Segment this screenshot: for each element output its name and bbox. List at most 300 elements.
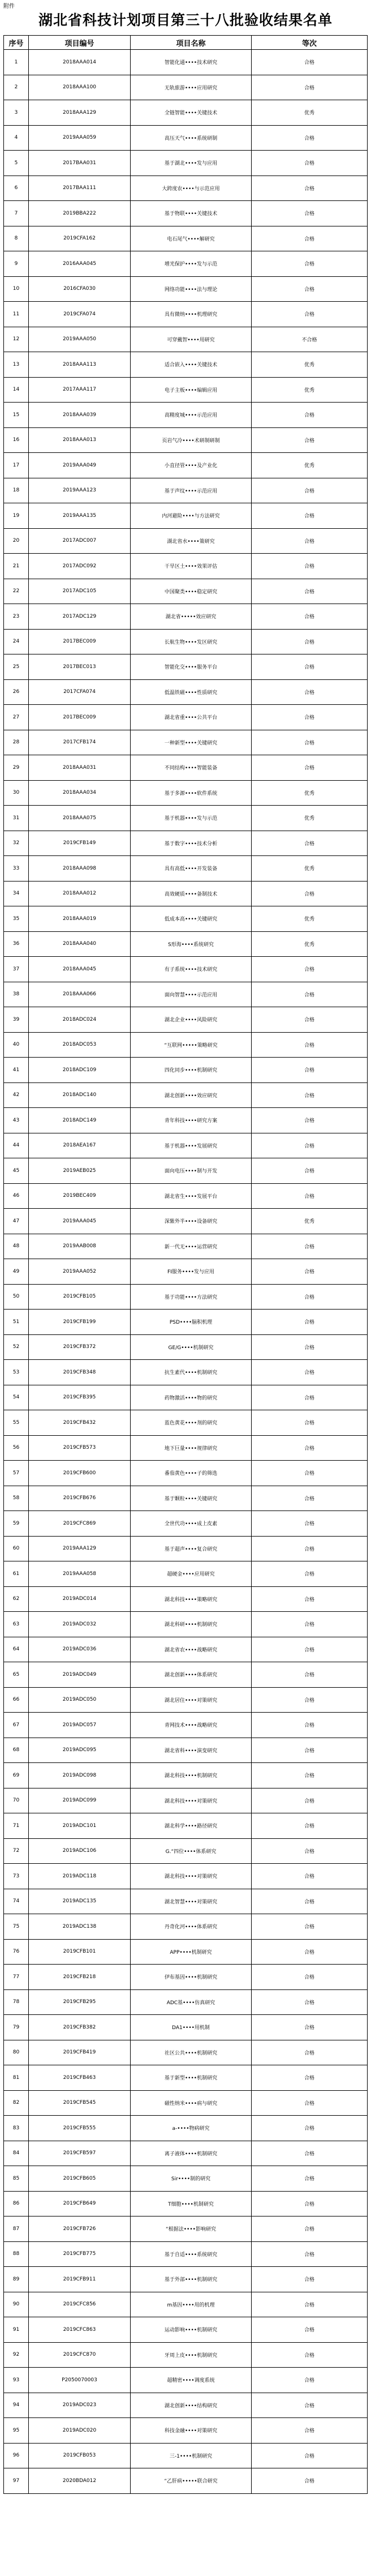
cell-seq: 37 [4,957,29,982]
cell-project-name: 面向电压••••制与开发 [131,1158,252,1184]
table-row [4,654,368,680]
cell-project-id: 2019ADC138 [29,1914,131,1940]
table-row [4,881,368,906]
cell-project-id: 2018AAA066 [29,982,131,1007]
cell-seq: 14 [4,377,29,403]
cell-project-id: 2018AAA014 [29,50,131,75]
cell-seq: 57 [4,1461,29,1486]
cell-project-id: 2018AAA039 [29,403,131,428]
table-row [4,2443,368,2468]
cell-project-name: 番茄黄色••••子的筛选 [131,1461,252,1486]
cell-project-name: 有子系统••••技术研究 [131,957,252,982]
cell-grade: 合格 [252,1158,368,1184]
table-row [4,2191,368,2216]
cell-project-name: 基于数字••••技术分析 [131,831,252,856]
cell-seq: 60 [4,1536,29,1561]
table-row [4,1234,368,1259]
cell-project-name: 内河避险••••与方法研究 [131,503,252,529]
cell-project-name: 不同结构••••智能装备 [131,755,252,781]
cell-project-id: 2019CFC863 [29,2317,131,2343]
table-row [4,1662,368,1688]
attachment-label: 附件 [3,3,15,10]
cell-seq: 49 [4,1259,29,1285]
cell-project-name: 湖北创新••••体系研究 [131,1662,252,1688]
cell-grade: 合格 [252,1461,368,1486]
cell-project-name: 湖北科学••••路径研究 [131,1813,252,1839]
table-row [4,2166,368,2192]
cell-project-name: 网络功能••••法与理论 [131,276,252,302]
cell-project-name: 湖北智慧••••对策研究 [131,1889,252,1914]
cell-grade: 合格 [252,2468,368,2494]
table-row [4,403,368,428]
cell-seq: 87 [4,2216,29,2242]
table-row [4,1058,368,1083]
table-row [4,1158,368,1184]
cell-grade: 合格 [252,1133,368,1158]
cell-project-id: 2019ADC098 [29,1763,131,1788]
table-body [4,50,368,2494]
cell-project-name: 高压天气••••系统研制 [131,125,252,151]
cell-project-name: “乙肝病•••••联合研究 [131,2468,252,2494]
cell-project-name: 地下巨量••••规律研究 [131,1435,252,1461]
cell-seq: 7 [4,201,29,226]
cell-grade: 合格 [252,957,368,982]
cell-grade: 合格 [252,1511,368,1537]
table-row [4,554,368,579]
cell-project-id: 2019ADC032 [29,1612,131,1637]
table-row [4,2317,368,2343]
cell-project-name: 低成本高••••关键研究 [131,906,252,932]
cell-project-id: 2019CFB555 [29,2116,131,2141]
cell-seq: 73 [4,1864,29,1889]
cell-project-id: 2018ADC053 [29,1032,131,1058]
cell-seq: 71 [4,1813,29,1839]
cell-project-id: 2019ADC099 [29,1788,131,1813]
table-row [4,2393,368,2418]
cell-project-name: 湖北省水••••策研究 [131,528,252,554]
cell-project-id: 2018AAA100 [29,75,131,100]
table-row [4,579,368,604]
cell-project-id: 2019ADC020 [29,2418,131,2444]
cell-project-name: 基于功能••••方法研究 [131,1284,252,1310]
cell-project-id: 2019CFB545 [29,2090,131,2116]
cell-grade: 合格 [252,2393,368,2418]
cell-project-id: 2017CFB174 [29,730,131,755]
table-row [4,2468,368,2494]
cell-project-name: 新一代无••••运营研究 [131,1234,252,1259]
table-row [4,1511,368,1537]
cell-grade: 合格 [252,1687,368,1713]
table-row [4,1838,368,1864]
cell-project-id: 2019CFB605 [29,2166,131,2192]
cell-seq: 94 [4,2393,29,2418]
table-row [4,327,368,352]
cell-grade: 优秀 [252,100,368,126]
cell-grade: 合格 [252,403,368,428]
cell-grade: 优秀 [252,453,368,478]
cell-seq: 46 [4,1183,29,1209]
cell-seq: 6 [4,176,29,201]
table-row [4,1989,368,2015]
table-row [4,906,368,932]
cell-seq: 79 [4,2015,29,2040]
cell-seq: 62 [4,1586,29,1612]
cell-seq: 72 [4,1838,29,1864]
table-row [4,806,368,831]
cell-grade: 合格 [252,730,368,755]
cell-project-id: 2019ADC050 [29,1687,131,1713]
cell-seq: 44 [4,1133,29,1158]
cell-seq: 78 [4,1989,29,2015]
table-row [4,730,368,755]
table-row [4,276,368,302]
cell-project-name: 深紫外半••••设备研究 [131,1209,252,1234]
cell-project-name: G.“四位••••体系研究 [131,1838,252,1864]
header-seq: 序号 [4,36,29,50]
cell-project-id: 2019AAA059 [29,125,131,151]
cell-project-name: 基于声纹••••示范应用 [131,478,252,503]
table-row [4,2040,368,2065]
cell-grade: 合格 [252,1763,368,1788]
cell-seq: 58 [4,1486,29,1511]
cell-project-id: 2017BEC013 [29,654,131,680]
cell-project-name: 伊布基因••••机制研究 [131,1965,252,1990]
cell-project-id: 2018AAA040 [29,931,131,957]
cell-project-name: 一种新型••••关键研究 [131,730,252,755]
cell-grade: 合格 [252,1310,368,1335]
cell-project-id: 2019CFB372 [29,1334,131,1360]
cell-project-id: 2019AAB008 [29,1234,131,1259]
results-table [3,35,368,2494]
cell-grade: 合格 [252,1360,368,1385]
cell-project-name: 基于外部••••机制研究 [131,2267,252,2292]
cell-grade: 不合格 [252,327,368,352]
table-row [4,1133,368,1158]
cell-grade: 合格 [252,1259,368,1285]
cell-project-name: 蓝色黄花••••剂的研究 [131,1410,252,1436]
cell-project-name: 全链智能••••关键技术 [131,100,252,126]
cell-grade: 合格 [252,2368,368,2393]
cell-seq: 36 [4,931,29,957]
cell-grade: 合格 [252,1838,368,1864]
cell-project-id: 2020BDA012 [29,2468,131,2494]
cell-project-id: 2017BEC009 [29,629,131,654]
table-row [4,1385,368,1410]
cell-project-id: 2019CFB419 [29,2040,131,2065]
cell-project-name: 具有微纳••••机理研究 [131,302,252,327]
cell-project-name: 青年科技••••研究方案 [131,1108,252,1133]
cell-grade: 合格 [252,2040,368,2065]
cell-grade: 优秀 [252,780,368,806]
cell-grade: 合格 [252,1284,368,1310]
cell-grade: 合格 [252,679,368,705]
cell-grade: 合格 [252,1889,368,1914]
cell-project-id: 2018AAA013 [29,427,131,453]
cell-seq: 17 [4,453,29,478]
cell-seq: 75 [4,1914,29,1940]
cell-grade: 合格 [252,1965,368,1990]
cell-project-name: 湖北企业••••风险研究 [131,1007,252,1033]
cell-seq: 90 [4,2292,29,2317]
table-row [4,100,368,126]
cell-project-name: 基于超声••••复合研究 [131,1536,252,1561]
cell-project-id: 2019AAA123 [29,478,131,503]
document-title: 湖北省科技计划项目第三十八批验收结果名单 [38,12,333,28]
cell-project-name: 湖北科研••••机制研究 [131,1612,252,1637]
cell-grade: 优秀 [252,352,368,378]
table-row [4,1334,368,1360]
table-row [4,1637,368,1662]
table-row [4,1889,368,1914]
cell-seq: 13 [4,352,29,378]
cell-grade: 合格 [252,528,368,554]
cell-project-name: 牙周上皮••••机制研究 [131,2342,252,2368]
cell-project-id: 2019CFB295 [29,1989,131,2015]
table-row [4,2216,368,2242]
cell-project-id: 2019CFB395 [29,1385,131,1410]
cell-grade: 合格 [252,1234,368,1259]
cell-project-id: 2019CFB911 [29,2267,131,2292]
table-row [4,1183,368,1209]
cell-grade: 合格 [252,1108,368,1133]
table-row [4,1813,368,1839]
cell-seq: 33 [4,856,29,882]
cell-grade: 合格 [252,1334,368,1360]
cell-seq: 59 [4,1511,29,1537]
cell-grade: 合格 [252,1939,368,1965]
cell-project-id: 2019CFB573 [29,1435,131,1461]
cell-seq: 51 [4,1310,29,1335]
cell-grade: 合格 [252,2090,368,2116]
cell-project-id: 2017ADC129 [29,604,131,630]
table-row [4,1486,368,1511]
table-row [4,453,368,478]
cell-grade: 合格 [252,654,368,680]
table-row [4,75,368,100]
cell-seq: 1 [4,50,29,75]
cell-project-id: 2019CFB218 [29,1965,131,1990]
table-row [4,2418,368,2444]
table-row [4,1939,368,1965]
cell-project-id: 2019CFB649 [29,2191,131,2216]
cell-project-name: 湖北省•••••效应研究 [131,604,252,630]
cell-project-name: FI服务••••发与应用 [131,1259,252,1285]
cell-project-name: 湖北省重••••公共平台 [131,705,252,730]
cell-grade: 优秀 [252,377,368,403]
cell-project-id: 2016CFA030 [29,276,131,302]
cell-seq: 81 [4,2065,29,2091]
cell-project-name: 适合嵌入••••关键技术 [131,352,252,378]
cell-grade: 合格 [252,1813,368,1839]
cell-project-name: 基于自适••••系统研究 [131,2241,252,2267]
cell-project-id: 2019ADC118 [29,1864,131,1889]
table-row [4,679,368,705]
cell-project-name: 页岩气冷••••术研制研制 [131,427,252,453]
table-row [4,1082,368,1108]
cell-seq: 32 [4,831,29,856]
cell-project-name: 磁性纳米••••病与研究 [131,2090,252,2116]
cell-seq: 74 [4,1889,29,1914]
cell-grade: 合格 [252,1612,368,1637]
cell-project-id: 2018AAA098 [29,856,131,882]
cell-grade: 合格 [252,1385,368,1410]
cell-seq: 25 [4,654,29,680]
table-row [4,1259,368,1285]
cell-grade: 合格 [252,151,368,176]
cell-grade: 合格 [252,75,368,100]
cell-project-id: 2019CFB348 [29,1360,131,1385]
cell-seq: 83 [4,2116,29,2141]
cell-project-name: 基于湖北••••发与应用 [131,151,252,176]
cell-project-id: 2019BBA222 [29,201,131,226]
cell-seq: 93 [4,2368,29,2393]
cell-grade: 合格 [252,1989,368,2015]
cell-project-name: “互联网•••••策略研究 [131,1032,252,1058]
cell-grade: 合格 [252,2317,368,2343]
table-row [4,982,368,1007]
cell-project-name: 基于物联••••关键技术 [131,201,252,226]
table-row [4,2368,368,2393]
cell-project-id: 2019CFB149 [29,831,131,856]
cell-seq: 54 [4,1385,29,1410]
cell-seq: 66 [4,1687,29,1713]
cell-grade: 合格 [252,755,368,781]
cell-seq: 84 [4,2141,29,2166]
cell-grade: 优秀 [252,906,368,932]
cell-project-name: 电石尾气••••解研究 [131,226,252,251]
cell-grade: 合格 [252,629,368,654]
cell-seq: 12 [4,327,29,352]
cell-project-id: 2018ADC109 [29,1058,131,1083]
cell-project-name: 低温铁磁••••性质研究 [131,679,252,705]
cell-seq: 15 [4,403,29,428]
cell-project-id: 2019CFB432 [29,1410,131,1436]
cell-grade: 合格 [252,1007,368,1033]
cell-grade: 合格 [252,579,368,604]
table-row [4,1435,368,1461]
cell-project-name: APP••••机制研究 [131,1939,252,1965]
cell-project-id: 2019CFC870 [29,2342,131,2368]
cell-project-id: 2019AAA129 [29,1536,131,1561]
table-row [4,1687,368,1713]
cell-seq: 31 [4,806,29,831]
cell-grade: 合格 [252,1662,368,1688]
table-row [4,1864,368,1889]
table-row [4,1612,368,1637]
cell-project-name: 运动影响••••机制研究 [131,2317,252,2343]
cell-project-id: 2017BAA031 [29,151,131,176]
table-row [4,427,368,453]
cell-seq: 53 [4,1360,29,1385]
cell-project-id: 2018AAA113 [29,352,131,378]
cell-seq: 50 [4,1284,29,1310]
cell-project-id: 2017BEC009 [29,705,131,730]
cell-project-name: 三-1••••机制研究 [131,2443,252,2468]
cell-seq: 26 [4,679,29,705]
cell-project-id: 2016AAA045 [29,251,131,277]
table-row [4,1965,368,1990]
cell-grade: 合格 [252,1637,368,1662]
cell-project-id: 2018AAA019 [29,906,131,932]
table-row [4,2267,368,2292]
table-row [4,629,368,654]
cell-grade: 合格 [252,2065,368,2091]
cell-project-name: 小直径管••••及产业化 [131,453,252,478]
cell-project-name: S形海••••系统研究 [131,931,252,957]
cell-project-name: 湖北科技••••机制研究 [131,1763,252,1788]
table-row [4,1310,368,1335]
cell-project-id: 2019CFB105 [29,1284,131,1310]
cell-seq: 70 [4,1788,29,1813]
table-row [4,352,368,378]
table-row [4,1410,368,1436]
cell-seq: 55 [4,1410,29,1436]
cell-seq: 91 [4,2317,29,2343]
cell-project-name: PSD••••脑积机理 [131,1310,252,1335]
cell-grade: 合格 [252,2116,368,2141]
cell-grade: 合格 [252,1486,368,1511]
cell-project-id: 2017CFA074 [29,679,131,705]
cell-seq: 95 [4,2418,29,2444]
table-row [4,1284,368,1310]
cell-project-id: 2019CFB382 [29,2015,131,2040]
cell-project-name: 湖北省农••••战略研究 [131,1637,252,1662]
cell-project-name: 基于新型••••机制研究 [131,2065,252,2091]
table-row [4,1360,368,1385]
cell-seq: 64 [4,1637,29,1662]
header-project-id: 项目编号 [29,36,131,50]
cell-seq: 48 [4,1234,29,1259]
cell-project-name: m基因••••用的机理 [131,2292,252,2317]
cell-project-id: 2019ADC057 [29,1713,131,1738]
cell-grade: 合格 [252,2418,368,2444]
cell-project-name: 湖北创新••••效应研究 [131,1082,252,1108]
table-row [4,1536,368,1561]
cell-project-id: 2018AAA031 [29,755,131,781]
cell-project-name: 大跨度农••••与示范应用 [131,176,252,201]
cell-seq: 82 [4,2090,29,2116]
table-row [4,1738,368,1763]
cell-project-name: 湖北科技••••对策研究 [131,1788,252,1813]
cell-grade: 合格 [252,226,368,251]
table-row [4,1209,368,1234]
cell-grade: 合格 [252,2191,368,2216]
cell-project-id: 2019ADC049 [29,1662,131,1688]
cell-project-name: 基于机器••••发与示范 [131,806,252,831]
cell-project-id: 2019ADC023 [29,2393,131,2418]
cell-grade: 合格 [252,831,368,856]
cell-grade: 合格 [252,881,368,906]
cell-project-name: 青网技术••••战略研究 [131,1713,252,1738]
cell-project-id: 2018AAA075 [29,806,131,831]
table-row [4,478,368,503]
cell-project-id: 2019ADC095 [29,1738,131,1763]
cell-seq: 56 [4,1435,29,1461]
cell-seq: 96 [4,2443,29,2468]
table-row [4,1108,368,1133]
table-row [4,1713,368,1738]
cell-grade: 合格 [252,251,368,277]
cell-project-name: 超硬金••••应用研究 [131,1561,252,1587]
cell-seq: 2 [4,75,29,100]
cell-grade: 合格 [252,503,368,529]
cell-seq: 63 [4,1612,29,1637]
cell-seq: 3 [4,100,29,126]
cell-project-name: Sir••••制的研究 [131,2166,252,2192]
cell-grade: 合格 [252,1058,368,1083]
cell-seq: 23 [4,604,29,630]
cell-project-id: 2019CFB463 [29,2065,131,2091]
